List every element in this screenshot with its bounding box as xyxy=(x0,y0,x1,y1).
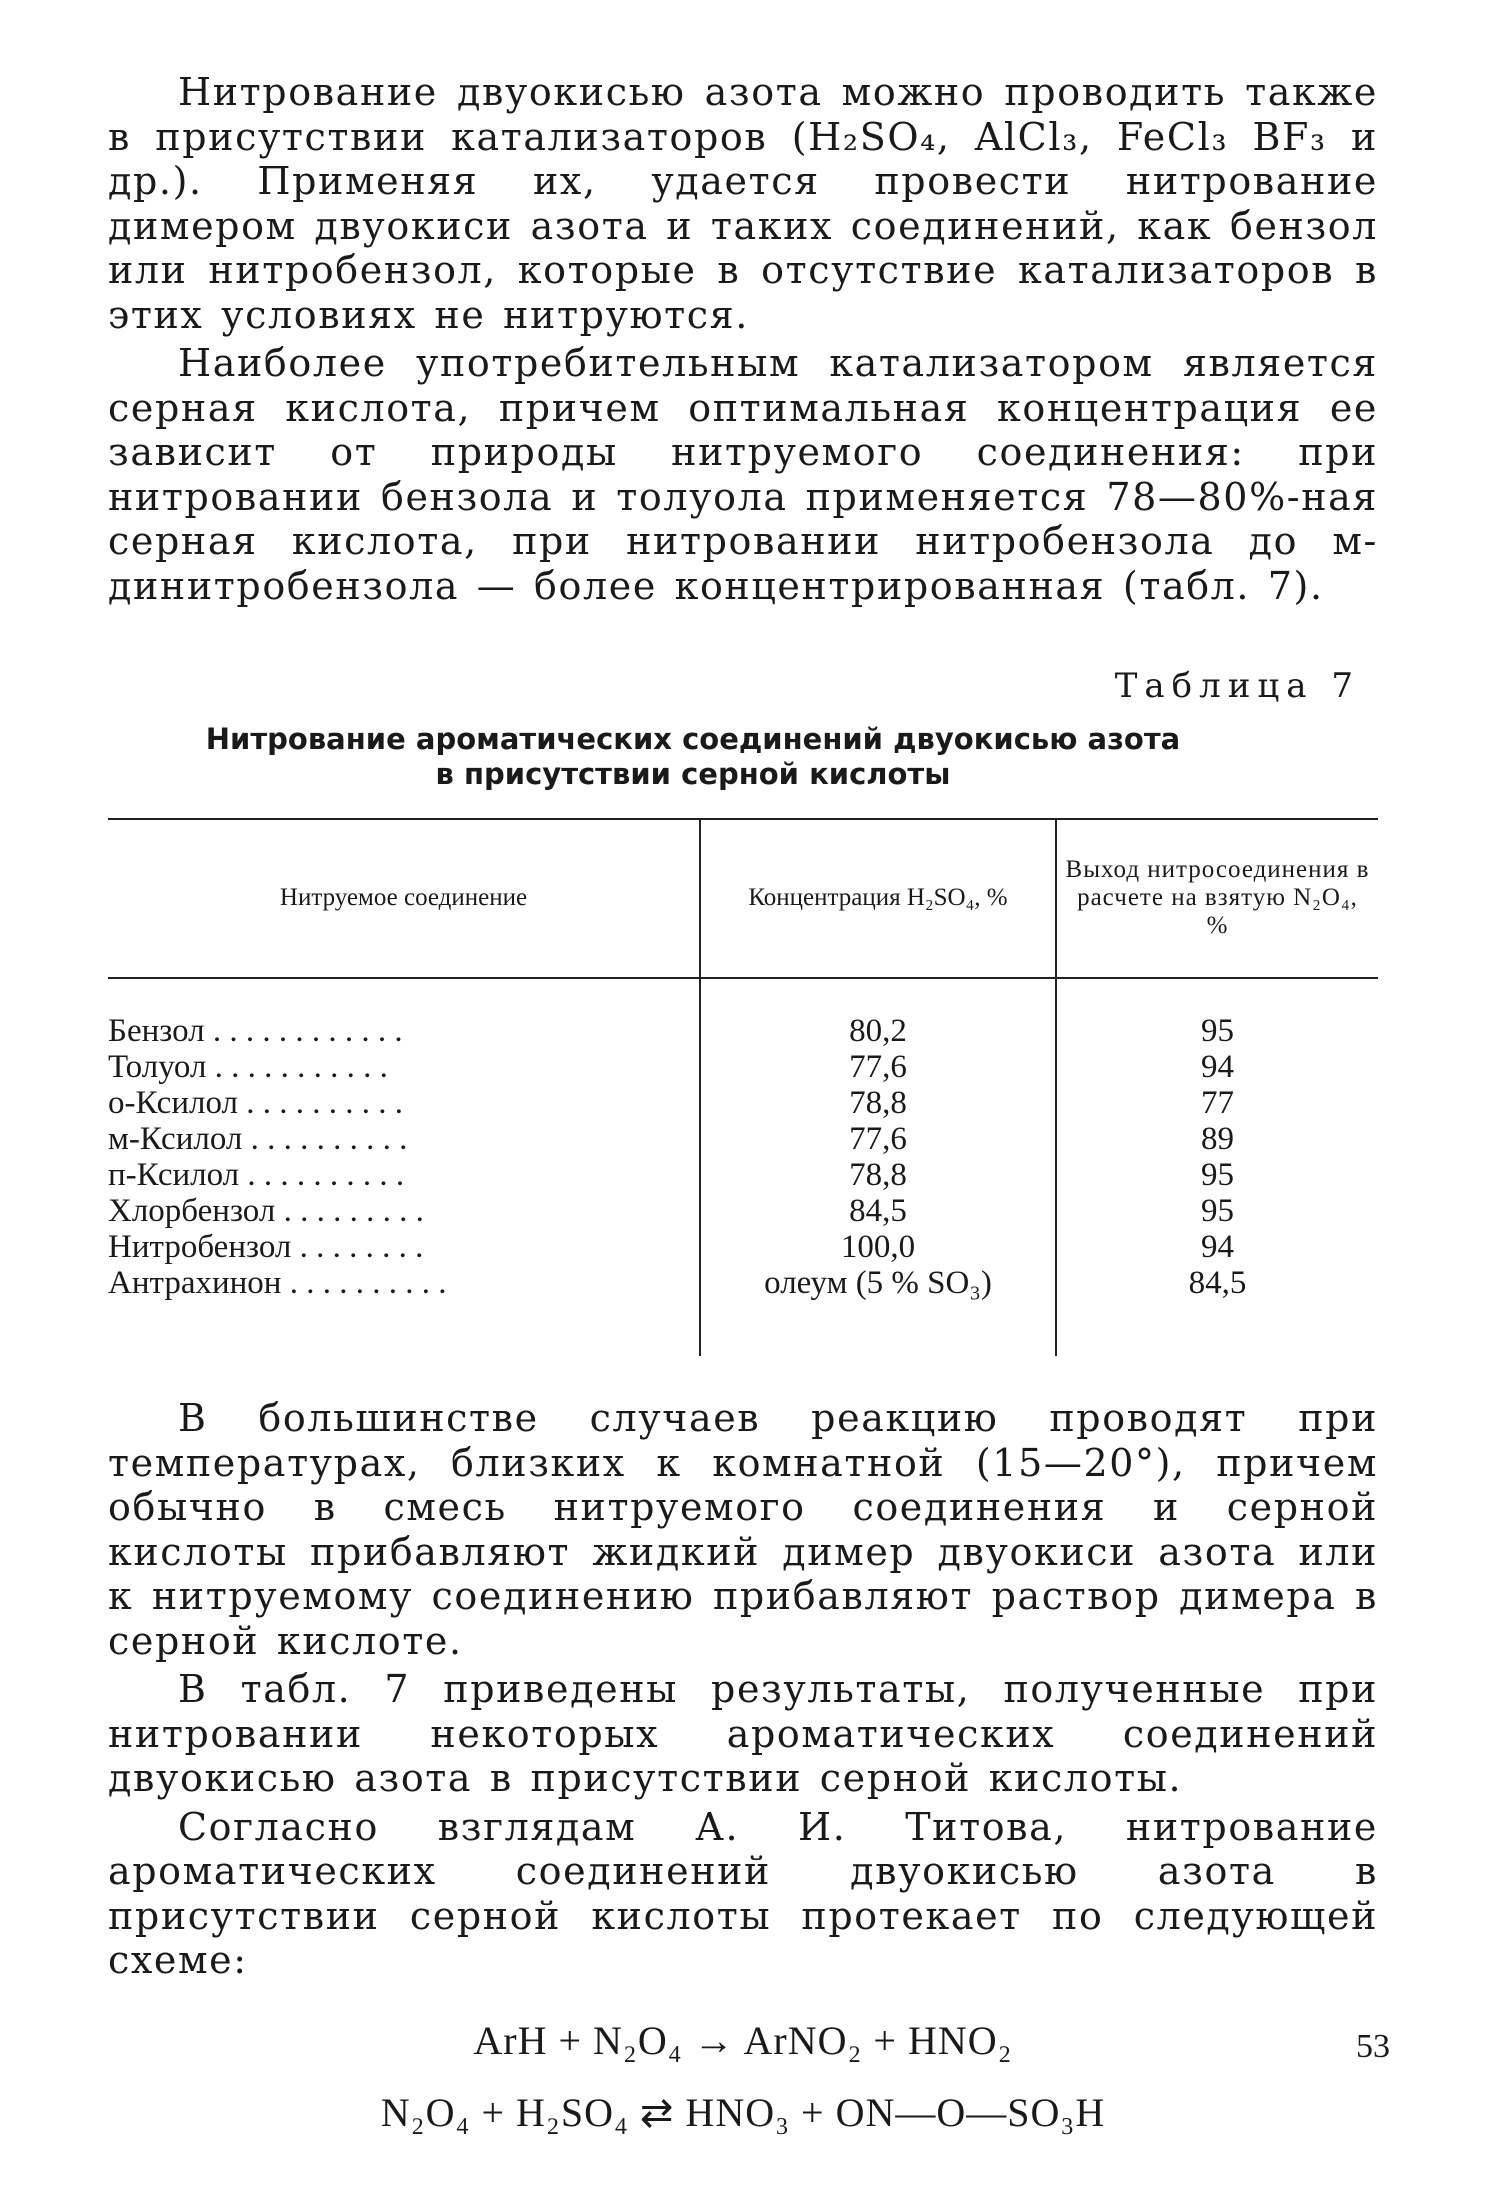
cell-compound: Антрахинон . . . . . . . . . . xyxy=(108,1265,447,1301)
table-header-row xyxy=(108,819,1378,978)
cell-compound: Нитробензол . . . . . . . . xyxy=(108,1229,424,1265)
cell-yield: 84,5 xyxy=(1188,1265,1247,1301)
table-title-line-2: в присутствии серной кислоты xyxy=(435,757,951,791)
nitration-table xyxy=(108,818,1378,1356)
cell-concentration: 77,6 xyxy=(700,1121,1056,1157)
equation-2: N₂O₄ + H₂SO₄ ⇄ HNO₃ + ON—O—SO₃H xyxy=(380,2089,1106,2135)
paragraph-conditions: В большинстве случаев реакцию проводят при температурах, близких к комнатной (15—20°), причем обычно в смесь нитруемого соединения и серной кислоты прибавляют жидкий димер двуокиси азота или к нитруемому соединению прибавляют раствор димера в серной кислоте. xyxy=(108,1396,1378,1663)
cell-concentration: 78,8 xyxy=(700,1085,1056,1121)
table-title xyxy=(108,722,1378,792)
header-yield: Выход нитросоединения в расчете на взятую N₂O₄, % xyxy=(1056,819,1378,978)
cell-compound: Толуол . . . . . . . . . . . xyxy=(108,1049,388,1085)
header-compound: Нитруемое соединение xyxy=(108,819,700,978)
cell-yield: 77 xyxy=(1201,1085,1234,1121)
cell-yield: 95 xyxy=(1201,1157,1234,1193)
cell-concentration: олеум (5 % SO₃) xyxy=(700,1265,1056,1301)
header-concentration: Концентрация H₂SO₄, % xyxy=(700,819,1056,978)
cell-concentration: 77,6 xyxy=(700,1049,1056,1085)
table-row xyxy=(108,1121,1378,1157)
cell-compound: о-Ксилол . . . . . . . . . . xyxy=(108,1085,403,1121)
page-number: 53 xyxy=(1356,2028,1390,2065)
paragraph-catalysts: Нитрование двуокисью азота можно проводить также в присутствии катализаторов (H₂SO₄, AlCl₃, FeCl₃ BF₃ и др.). Применяя их, удается провести нитрование димером двуокиси азота и таких соединений, как бензол или нитробензол, которые в отсутствие катализаторов в этих условиях не нитруются. xyxy=(108,70,1378,337)
equation-1: ArH + N₂O₄ → ArNO₂ + HNO₂ xyxy=(473,2017,1013,2063)
table-title-line-1: Нитрование ароматических соединений двуокисью азота xyxy=(205,722,1181,756)
cell-yield: 95 xyxy=(1201,1193,1234,1229)
table-row xyxy=(108,1085,1378,1121)
table-row xyxy=(108,1193,1378,1229)
page-content xyxy=(108,70,1378,2149)
reaction-scheme xyxy=(108,2005,1378,2149)
table-spacer-row xyxy=(108,1301,1378,1356)
cell-yield: 94 xyxy=(1201,1049,1234,1085)
paragraph-sulfuric-acid: Наиболее употребительным катализатором является серная кислота, причем оптимальная концентрация ее зависит от природы нитруемого соединения: при нитровании бензола и толуола применяется 78—80%-ная серная кислота, при нитровании нитробензола до м-динитробензола — более концентрированная (табл. 7). xyxy=(108,341,1378,608)
cell-yield: 95 xyxy=(1201,1013,1234,1049)
table-row xyxy=(108,1229,1378,1265)
table-row xyxy=(108,1049,1378,1085)
table-label: Таблица 7 xyxy=(1114,666,1360,706)
cell-concentration: 100,0 xyxy=(700,1229,1056,1265)
table-row xyxy=(108,1265,1378,1301)
table-row xyxy=(108,1157,1378,1193)
cell-compound: м-Ксилол . . . . . . . . . . xyxy=(108,1121,408,1157)
cell-compound: п-Ксилол . . . . . . . . . . xyxy=(108,1157,405,1193)
cell-yield: 94 xyxy=(1201,1229,1234,1265)
paragraph-titov-scheme: Согласно взглядам А. И. Титова, нитрование ароматических соединений двуокисью азота в присутствии серной кислоты протекает по следующей схеме: xyxy=(108,1804,1378,1982)
cell-yield: 89 xyxy=(1201,1121,1234,1157)
table-row xyxy=(108,978,1378,1049)
cell-concentration: 78,8 xyxy=(700,1157,1056,1193)
cell-compound: Хлорбензол . . . . . . . . . xyxy=(108,1193,424,1229)
cell-concentration: 84,5 xyxy=(700,1193,1056,1229)
cell-concentration: 80,2 xyxy=(700,978,1056,1049)
paragraph-results: В табл. 7 приведены результаты, полученные при нитровании некоторых ароматических соединений двуокисью азота в присутствии серной кислоты. xyxy=(108,1667,1378,1800)
cell-compound: Бензол . . . . . . . . . . . . xyxy=(108,1013,403,1049)
